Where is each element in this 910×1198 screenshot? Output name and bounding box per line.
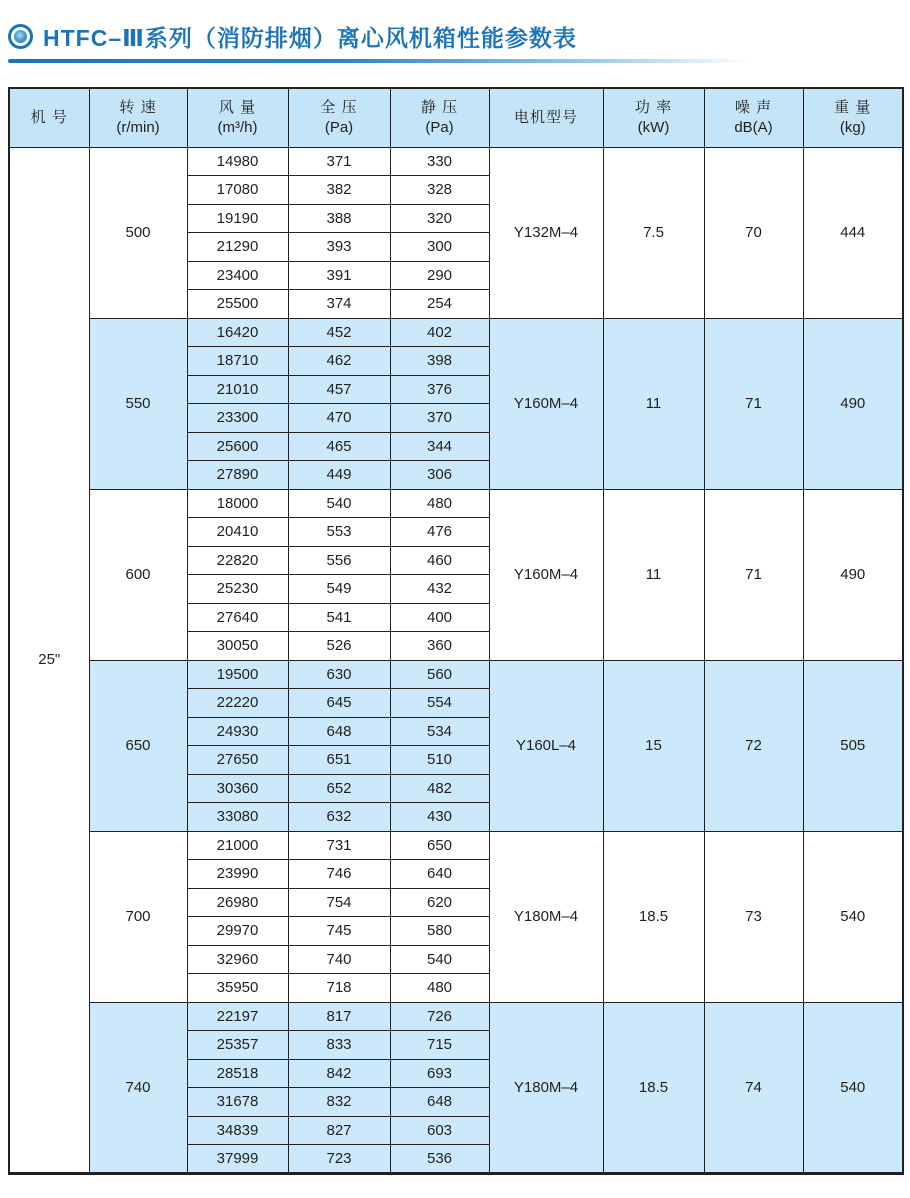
cell-speed: 550 xyxy=(89,318,187,489)
cell-airflow: 20410 xyxy=(187,518,288,547)
cell-static-pressure: 540 xyxy=(390,945,489,974)
cell-static-pressure: 360 xyxy=(390,632,489,661)
cell-static-pressure: 580 xyxy=(390,917,489,946)
header-speed: 转 速 (r/min) xyxy=(89,88,187,147)
cell-static-pressure: 482 xyxy=(390,774,489,803)
title-bullet-icon-core xyxy=(14,30,27,43)
cell-total-pressure: 832 xyxy=(288,1088,390,1117)
cell-power: 15 xyxy=(603,660,704,831)
cell-noise: 70 xyxy=(704,147,803,318)
table-row xyxy=(9,147,903,176)
table-body xyxy=(9,147,903,1173)
table-row xyxy=(9,489,903,518)
cell-total-pressure: 651 xyxy=(288,746,390,775)
cell-airflow: 21000 xyxy=(187,831,288,860)
cell-total-pressure: 842 xyxy=(288,1059,390,1088)
cell-total-pressure: 449 xyxy=(288,461,390,490)
header-machine-no: 机 号 xyxy=(9,88,89,147)
table-row xyxy=(9,660,903,689)
cell-static-pressure: 328 xyxy=(390,176,489,205)
table-header xyxy=(9,88,903,147)
cell-airflow: 29970 xyxy=(187,917,288,946)
cell-static-pressure: 400 xyxy=(390,603,489,632)
cell-machine-no: 25" xyxy=(9,147,89,1173)
cell-airflow: 31678 xyxy=(187,1088,288,1117)
cell-total-pressure: 731 xyxy=(288,831,390,860)
cell-airflow: 23400 xyxy=(187,261,288,290)
cell-airflow: 22220 xyxy=(187,689,288,718)
header-motor-model: 电机型号 xyxy=(489,88,603,147)
cell-static-pressure: 554 xyxy=(390,689,489,718)
cell-motor-model: Y180M–4 xyxy=(489,1002,603,1173)
cell-weight: 540 xyxy=(803,1002,903,1173)
cell-power: 7.5 xyxy=(603,147,704,318)
cell-power: 11 xyxy=(603,318,704,489)
cell-total-pressure: 391 xyxy=(288,261,390,290)
cell-static-pressure: 290 xyxy=(390,261,489,290)
cell-total-pressure: 827 xyxy=(288,1116,390,1145)
cell-total-pressure: 556 xyxy=(288,546,390,575)
cell-airflow: 37999 xyxy=(187,1145,288,1174)
cell-airflow: 14980 xyxy=(187,147,288,176)
title-underline xyxy=(8,59,750,63)
cell-total-pressure: 740 xyxy=(288,945,390,974)
cell-power: 18.5 xyxy=(603,1002,704,1173)
cell-total-pressure: 470 xyxy=(288,404,390,433)
cell-airflow: 21290 xyxy=(187,233,288,262)
cell-total-pressure: 745 xyxy=(288,917,390,946)
cell-static-pressure: 640 xyxy=(390,860,489,889)
cell-static-pressure: 536 xyxy=(390,1145,489,1174)
cell-weight: 540 xyxy=(803,831,903,1002)
cell-airflow: 22820 xyxy=(187,546,288,575)
table-row xyxy=(9,831,903,860)
cell-speed: 740 xyxy=(89,1002,187,1173)
cell-airflow: 32960 xyxy=(187,945,288,974)
cell-motor-model: Y132M–4 xyxy=(489,147,603,318)
cell-static-pressure: 534 xyxy=(390,717,489,746)
cell-static-pressure: 376 xyxy=(390,375,489,404)
cell-power: 18.5 xyxy=(603,831,704,1002)
cell-airflow: 25500 xyxy=(187,290,288,319)
cell-airflow: 27650 xyxy=(187,746,288,775)
page-title: HTFC–Ⅲ系列（消防排烟）离心风机箱性能参数表 xyxy=(43,24,577,51)
table-row xyxy=(9,318,903,347)
cell-total-pressure: 526 xyxy=(288,632,390,661)
cell-noise: 74 xyxy=(704,1002,803,1173)
cell-total-pressure: 648 xyxy=(288,717,390,746)
cell-static-pressure: 344 xyxy=(390,432,489,461)
cell-weight: 490 xyxy=(803,489,903,660)
cell-motor-model: Y160M–4 xyxy=(489,318,603,489)
cell-total-pressure: 541 xyxy=(288,603,390,632)
header-weight: 重 量 (kg) xyxy=(803,88,903,147)
cell-static-pressure: 370 xyxy=(390,404,489,433)
cell-static-pressure: 320 xyxy=(390,204,489,233)
cell-airflow: 24930 xyxy=(187,717,288,746)
cell-total-pressure: 388 xyxy=(288,204,390,233)
header-airflow: 风 量 (m³/h) xyxy=(187,88,288,147)
cell-airflow: 27890 xyxy=(187,461,288,490)
performance-table xyxy=(8,87,904,1175)
cell-airflow: 30050 xyxy=(187,632,288,661)
cell-static-pressure: 430 xyxy=(390,803,489,832)
cell-speed: 600 xyxy=(89,489,187,660)
cell-static-pressure: 480 xyxy=(390,974,489,1003)
cell-weight: 444 xyxy=(803,147,903,318)
cell-airflow: 35950 xyxy=(187,974,288,1003)
cell-airflow: 26980 xyxy=(187,888,288,917)
cell-airflow: 18710 xyxy=(187,347,288,376)
cell-weight: 490 xyxy=(803,318,903,489)
cell-power: 11 xyxy=(603,489,704,660)
cell-static-pressure: 300 xyxy=(390,233,489,262)
cell-motor-model: Y160L–4 xyxy=(489,660,603,831)
cell-motor-model: Y180M–4 xyxy=(489,831,603,1002)
cell-total-pressure: 723 xyxy=(288,1145,390,1174)
cell-noise: 73 xyxy=(704,831,803,1002)
cell-speed: 700 xyxy=(89,831,187,1002)
cell-total-pressure: 630 xyxy=(288,660,390,689)
performance-table-wrap xyxy=(8,87,902,1175)
header-total-pressure: 全 压 (Pa) xyxy=(288,88,390,147)
cell-noise: 72 xyxy=(704,660,803,831)
cell-total-pressure: 452 xyxy=(288,318,390,347)
cell-total-pressure: 652 xyxy=(288,774,390,803)
cell-airflow: 33080 xyxy=(187,803,288,832)
header-static-pressure: 静 压 (Pa) xyxy=(390,88,489,147)
cell-total-pressure: 833 xyxy=(288,1031,390,1060)
header-noise: 噪 声 dB(A) xyxy=(704,88,803,147)
cell-airflow: 19500 xyxy=(187,660,288,689)
cell-airflow: 21010 xyxy=(187,375,288,404)
cell-static-pressure: 306 xyxy=(390,461,489,490)
cell-static-pressure: 648 xyxy=(390,1088,489,1117)
cell-airflow: 27640 xyxy=(187,603,288,632)
cell-total-pressure: 382 xyxy=(288,176,390,205)
cell-static-pressure: 560 xyxy=(390,660,489,689)
cell-motor-model: Y160M–4 xyxy=(489,489,603,660)
cell-airflow: 25230 xyxy=(187,575,288,604)
cell-total-pressure: 374 xyxy=(288,290,390,319)
cell-airflow: 34839 xyxy=(187,1116,288,1145)
cell-speed: 650 xyxy=(89,660,187,831)
cell-static-pressure: 398 xyxy=(390,347,489,376)
cell-total-pressure: 462 xyxy=(288,347,390,376)
cell-static-pressure: 693 xyxy=(390,1059,489,1088)
cell-static-pressure: 460 xyxy=(390,546,489,575)
cell-speed: 500 xyxy=(89,147,187,318)
cell-airflow: 25600 xyxy=(187,432,288,461)
cell-static-pressure: 726 xyxy=(390,1002,489,1031)
cell-airflow: 23990 xyxy=(187,860,288,889)
cell-total-pressure: 371 xyxy=(288,147,390,176)
cell-total-pressure: 457 xyxy=(288,375,390,404)
title-bullet-icon xyxy=(8,24,33,49)
cell-total-pressure: 549 xyxy=(288,575,390,604)
header-power: 功 率 (kW) xyxy=(603,88,704,147)
cell-total-pressure: 754 xyxy=(288,888,390,917)
cell-total-pressure: 632 xyxy=(288,803,390,832)
cell-static-pressure: 402 xyxy=(390,318,489,347)
cell-airflow: 22197 xyxy=(187,1002,288,1031)
cell-airflow: 17080 xyxy=(187,176,288,205)
cell-total-pressure: 746 xyxy=(288,860,390,889)
cell-airflow: 19190 xyxy=(187,204,288,233)
cell-static-pressure: 650 xyxy=(390,831,489,860)
table-row xyxy=(9,1002,903,1031)
cell-static-pressure: 254 xyxy=(390,290,489,319)
cell-static-pressure: 330 xyxy=(390,147,489,176)
title-block xyxy=(0,0,910,63)
cell-static-pressure: 620 xyxy=(390,888,489,917)
cell-noise: 71 xyxy=(704,318,803,489)
cell-static-pressure: 480 xyxy=(390,489,489,518)
cell-airflow: 28518 xyxy=(187,1059,288,1088)
cell-weight: 505 xyxy=(803,660,903,831)
header-row xyxy=(9,88,903,147)
cell-airflow: 30360 xyxy=(187,774,288,803)
cell-total-pressure: 645 xyxy=(288,689,390,718)
cell-total-pressure: 553 xyxy=(288,518,390,547)
cell-total-pressure: 465 xyxy=(288,432,390,461)
cell-total-pressure: 817 xyxy=(288,1002,390,1031)
cell-airflow: 23300 xyxy=(187,404,288,433)
cell-static-pressure: 510 xyxy=(390,746,489,775)
cell-static-pressure: 476 xyxy=(390,518,489,547)
cell-static-pressure: 603 xyxy=(390,1116,489,1145)
cell-airflow: 18000 xyxy=(187,489,288,518)
cell-static-pressure: 432 xyxy=(390,575,489,604)
cell-total-pressure: 393 xyxy=(288,233,390,262)
cell-total-pressure: 718 xyxy=(288,974,390,1003)
cell-static-pressure: 715 xyxy=(390,1031,489,1060)
cell-noise: 71 xyxy=(704,489,803,660)
cell-total-pressure: 540 xyxy=(288,489,390,518)
cell-airflow: 16420 xyxy=(187,318,288,347)
cell-airflow: 25357 xyxy=(187,1031,288,1060)
